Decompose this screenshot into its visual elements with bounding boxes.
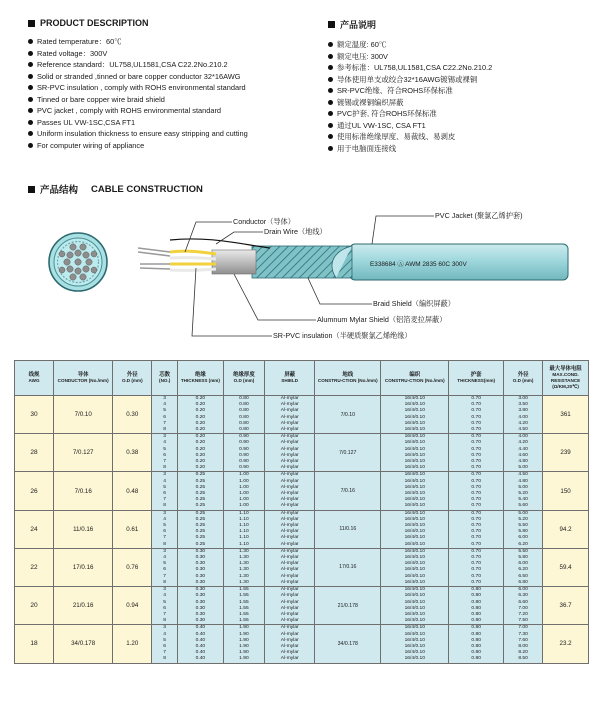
header-cn: 芯数 (159, 372, 171, 378)
list-item (28, 71, 328, 83)
label-mylar-shield: Alumnum Mylar Shield（铝箔麦拉屏蔽） (317, 315, 447, 324)
col-conductor-od (113, 361, 152, 396)
list-item-label: 额定温度: 60℃ (337, 40, 387, 49)
cell-cores: 3 4 5 6 7 8 (152, 396, 178, 434)
list-item-label: 导体使用单支或绞合32*16AWG镀锡或裸铜 (337, 74, 478, 84)
product-description-section (28, 18, 578, 154)
dot-bullet-icon (328, 65, 333, 70)
diagram-svg (20, 200, 585, 350)
list-item-label: Passes UL VW-1SC,CSA FT1 (37, 117, 136, 127)
square-bullet-icon (328, 21, 335, 28)
cell-shield: Al-mylar Al-mylar Al-mylar Al-mylar Al-mylar Al-mylar (265, 587, 315, 625)
list-item (328, 131, 578, 143)
cell-shield: Al-mylar Al-mylar Al-mylar Al-mylar Al-mylar Al-mylar (265, 625, 315, 663)
list-item-label: 镀锡或裸铜编织屏蔽 (337, 97, 404, 107)
cell-braid: 16/4/0.10 16/4/0.10 16/4/0.10 16/4/0.10 16/4/0.10 16/4/0.10 (381, 396, 449, 434)
table-row (15, 472, 589, 510)
list-item-label: Rated voltage：300V (37, 48, 108, 58)
header-en: O.D (mm) (512, 378, 534, 383)
col-insulation-thickness (178, 361, 224, 396)
list-item-label: Reference standard：UL758,UL1581,CSA C22.2No.210.2 (37, 60, 228, 69)
header-cn: 屏蔽 (284, 372, 296, 378)
table-header-row (15, 361, 589, 396)
dot-bullet-icon (28, 108, 33, 113)
list-item-label: PVC jacket , comply with ROHS environmental standard (37, 106, 222, 115)
list-item (28, 117, 328, 129)
cell-braid: 16/4/0.10 16/4/0.10 16/4/0.10 16/4/0.10 16/4/0.10 16/4/0.10 (381, 548, 449, 586)
construction-heading (28, 182, 203, 196)
header-en: SHIELD (281, 378, 299, 383)
cell-braid: 16/4/0.10 16/4/0.10 16/4/0.10 16/4/0.10 16/4/0.10 16/4/0.10 (381, 510, 449, 548)
cell-insulation-thickness: 0.40 0.40 0.40 0.40 0.40 0.40 (178, 625, 224, 663)
cell-resistance: 150 (543, 472, 589, 510)
cell-conductor-od: 0.30 (113, 396, 152, 434)
cell-drain: 7/0.127 (315, 434, 381, 472)
list-item (28, 82, 328, 94)
cell-cores: 3 4 5 6 7 8 (152, 510, 178, 548)
cell-jacket-thickness: 0.70 0.70 0.70 0.70 0.70 0.70 (449, 434, 504, 472)
header-cn: 编织 (409, 372, 421, 378)
cell-resistance: 94.2 (543, 510, 589, 548)
list-item-label: SR-PVC insulation , comply with ROHS environmental standard (37, 83, 246, 92)
cell-conductor: 7/0.127 (54, 434, 113, 472)
cell-drain: 7/0.10 (315, 396, 381, 434)
table-header (15, 361, 589, 396)
cell-insulation-od: 1.00 1.00 1.00 1.00 1.00 1.00 (223, 472, 264, 510)
construction-en-title: CABLE CONSTRUCTION (91, 183, 203, 195)
dot-bullet-icon (28, 131, 33, 136)
table-row (15, 587, 589, 625)
list-item (328, 97, 578, 109)
cell-shield: Al-mylar Al-mylar Al-mylar Al-mylar Al-mylar Al-mylar (265, 434, 315, 472)
header-en: AWG (28, 378, 40, 383)
cell-cores: 3 4 5 6 7 8 (152, 434, 178, 472)
cell-jacket-od: 4.50 4.80 5.00 5.20 5.40 5.60 (504, 472, 543, 510)
list-item-label: 通过UL VW-1SC, CSA FT1 (337, 120, 426, 130)
list-item-label: Rated temperature：60℃ (37, 37, 122, 46)
table-row (15, 510, 589, 548)
dot-bullet-icon (28, 51, 33, 56)
list-item (28, 105, 328, 117)
header-cn: 最大导体电阻 (549, 366, 582, 372)
label-pvc-jacket: PVC Jacket (聚氯乙烯护套) (435, 211, 523, 220)
cell-conductor-od: 1.20 (113, 625, 152, 663)
dot-bullet-icon (28, 39, 33, 44)
list-item (328, 74, 578, 86)
cell-resistance: 239 (543, 434, 589, 472)
header-en: CONSTRU-CTION (No./mm) (317, 378, 378, 383)
dot-bullet-icon (328, 54, 333, 59)
list-item (28, 48, 328, 60)
col-conductor (54, 361, 113, 396)
header-en: MAX.COND. RESISTANCE (Ω/KM,20℃) (550, 372, 581, 389)
col-insulation-od (223, 361, 264, 396)
list-item-label: 参考标准：UL758,UL1581,CSA C22.2No.210.2 (337, 63, 493, 72)
dot-bullet-icon (28, 62, 33, 67)
cell-awg: 28 (15, 434, 54, 472)
col-resistance (543, 361, 589, 396)
cell-jacket-od: 7.00 7.30 7.60 8.00 8.20 8.50 (504, 625, 543, 663)
dot-bullet-icon (328, 77, 333, 82)
header-cn: 护套 (470, 372, 482, 378)
cell-insulation-od: 1.30 1.30 1.30 1.30 1.30 1.30 (223, 548, 264, 586)
label-insulation: SR-PVC insulation（半硬质聚氯乙烯绝缘） (273, 331, 412, 340)
dot-bullet-icon (328, 88, 333, 93)
dot-bullet-icon (328, 42, 333, 47)
dot-bullet-icon (328, 134, 333, 139)
cell-cores: 3 4 5 6 7 8 (152, 548, 178, 586)
cell-awg: 20 (15, 587, 54, 625)
cell-insulation-thickness: 0.30 0.30 0.30 0.30 0.30 0.30 (178, 548, 224, 586)
table-row (15, 625, 589, 663)
list-item-label: For computer wiring of appliance (37, 140, 145, 150)
col-awg (15, 361, 54, 396)
cell-conductor-od: 0.61 (113, 510, 152, 548)
description-cn-title: 产品说明 (340, 20, 377, 30)
cell-jacket-od: 4.00 4.20 4.40 4.60 4.80 5.00 (504, 434, 543, 472)
cell-conductor: 17/0.16 (54, 548, 113, 586)
list-item (28, 128, 328, 140)
cell-jacket-thickness: 0.80 0.80 0.80 0.80 0.80 0.80 (449, 587, 504, 625)
cell-drain: 7/0.16 (315, 472, 381, 510)
header-cn: 外径 (517, 372, 529, 378)
cell-braid: 16/4/0.10 16/4/0.10 16/4/0.10 16/4/0.10 16/4/0.10 16/4/0.10 (381, 434, 449, 472)
header-cn: 地线 (342, 372, 354, 378)
cross-section-view (49, 233, 107, 291)
header-en: O.D (mm) (121, 378, 143, 383)
label-conductor: Conductor（导体） (233, 217, 295, 226)
table-body (15, 396, 589, 664)
cell-jacket-thickness: 0.70 0.70 0.70 0.70 0.70 0.70 (449, 472, 504, 510)
col-braid (381, 361, 449, 396)
list-item-label: 使用标准绝缘厚度、易裁线、易剥皮 (337, 132, 456, 141)
list-item-label: Tinned or bare copper wire braid shield (37, 94, 165, 104)
description-cn-heading (328, 18, 578, 31)
header-en: CONSTRU-CTION (No./mm) (384, 378, 445, 383)
cell-drain: 34/0.178 (315, 625, 381, 663)
cell-conductor: 7/0.16 (54, 472, 113, 510)
header-en: CONDUCTOR (No./mm) (57, 378, 109, 383)
cell-shield: Al-mylar Al-mylar Al-mylar Al-mylar Al-mylar Al-mylar (265, 396, 315, 434)
cell-jacket-od: 6.00 6.30 6.60 7.00 7.20 7.50 (504, 587, 543, 625)
description-en-heading (28, 18, 328, 28)
dot-bullet-icon (328, 123, 333, 128)
cell-conductor: 34/0.178 (54, 625, 113, 663)
cell-drain: 17/0.16 (315, 548, 381, 586)
col-drain (315, 361, 381, 396)
cell-insulation-thickness: 0.20 0.20 0.20 0.20 0.20 0.20 (178, 396, 224, 434)
list-item (28, 94, 328, 106)
description-cn-list (328, 39, 578, 154)
header-cn: 外径 (126, 372, 138, 378)
list-item-label: Uniform insulation thickness to ensure easy stripping and cutting (37, 129, 248, 138)
header-cn: 绝缘 (194, 372, 206, 378)
cell-conductor-od: 0.76 (113, 548, 152, 586)
col-jacket-od (504, 361, 543, 396)
cell-insulation-od: 0.80 0.80 0.80 0.80 0.80 0.80 (223, 396, 264, 434)
header-cn: 线规 (28, 372, 40, 378)
cell-insulation-od: 1.10 1.10 1.10 1.10 1.10 1.10 (223, 510, 264, 548)
dot-bullet-icon (28, 74, 33, 79)
header-en: THICKNESS (mm) (180, 378, 220, 383)
cell-insulation-od: 1.55 1.55 1.55 1.55 1.55 1.55 (223, 587, 264, 625)
list-item (328, 143, 578, 155)
cell-cores: 3 4 5 6 7 8 (152, 472, 178, 510)
cell-jacket-od: 3.00 3.50 3.80 4.00 4.20 4.50 (504, 396, 543, 434)
col-shield (265, 361, 315, 396)
list-item (28, 36, 328, 48)
dot-bullet-icon (328, 146, 333, 151)
cell-insulation-thickness: 0.20 0.20 0.20 0.20 0.20 0.20 (178, 434, 224, 472)
dot-bullet-icon (328, 100, 333, 105)
description-english-column (28, 18, 328, 154)
col-jacket-thickness (449, 361, 504, 396)
list-item-label: PVC护套, 符合ROHS环保标准 (337, 109, 437, 118)
specification-table (14, 360, 589, 664)
cell-jacket-thickness: 0.70 0.70 0.70 0.70 0.70 0.70 (449, 396, 504, 434)
list-item (328, 108, 578, 120)
cell-resistance: 23.2 (543, 625, 589, 663)
cell-conductor: 7/0.10 (54, 396, 113, 434)
cell-braid: 16/4/0.10 16/4/0.10 16/4/0.10 16/4/0.10 16/4/0.10 16/4/0.10 (381, 587, 449, 625)
table-row (15, 548, 589, 586)
cell-conductor-od: 0.94 (113, 587, 152, 625)
description-en-list (28, 36, 328, 151)
cell-jacket-od: 5.00 5.20 5.50 5.80 6.00 6.20 (504, 510, 543, 548)
cell-resistance: 36.7 (543, 587, 589, 625)
cell-awg: 18 (15, 625, 54, 663)
col-cores (152, 361, 178, 396)
cell-awg: 24 (15, 510, 54, 548)
table-row (15, 434, 589, 472)
list-item (328, 51, 578, 63)
header-cn: 导体 (77, 372, 89, 378)
list-item (328, 85, 578, 97)
list-item (328, 39, 578, 51)
cable-print-text: E338684 Ⓐ AWM 2835 60C 300V (370, 261, 467, 268)
list-item-label: 额定电压: 300V (337, 51, 388, 61)
cell-shield: Al-mylar Al-mylar Al-mylar Al-mylar Al-mylar Al-mylar (265, 510, 315, 548)
list-item (28, 140, 328, 152)
cell-conductor-od: 0.38 (113, 434, 152, 472)
cell-insulation-thickness: 0.25 0.25 0.25 0.25 0.25 0.25 (178, 472, 224, 510)
square-bullet-icon (28, 186, 35, 193)
list-item (328, 120, 578, 132)
list-item-label: Solid or stranded ,tinned or bare copper conductor 32*16AWG (37, 71, 241, 81)
cell-jacket-thickness: 0.70 0.70 0.70 0.70 0.70 0.70 (449, 510, 504, 548)
cell-braid: 16/4/0.10 16/4/0.10 16/4/0.10 16/4/0.10 16/4/0.10 16/4/0.10 (381, 625, 449, 663)
cell-conductor: 11/0.16 (54, 510, 113, 548)
header-en: THICKNESS(mm) (457, 378, 496, 383)
list-item-label: 用于电脑面连接线 (337, 143, 397, 153)
description-en-title: PRODUCT DESCRIPTION (40, 18, 149, 28)
cell-cores: 3 4 5 6 7 8 (152, 587, 178, 625)
cell-resistance: 59.4 (543, 548, 589, 586)
header-cn: 绝缘厚度 (233, 372, 255, 378)
cell-insulation-od: 1.90 1.90 1.90 1.90 1.90 1.90 (223, 625, 264, 663)
label-braid-shield: Braid Shield（编织屏蔽） (373, 299, 455, 308)
cell-awg: 22 (15, 548, 54, 586)
cell-jacket-od: 5.50 5.80 6.00 6.20 6.50 6.80 (504, 548, 543, 586)
table-row (15, 396, 589, 434)
list-item (28, 59, 328, 71)
header-en: O.D (mm) (233, 378, 255, 383)
cell-insulation-od: 0.90 0.90 0.90 0.90 0.90 0.90 (223, 434, 264, 472)
cell-cores: 3 4 5 6 7 8 (152, 625, 178, 663)
square-bullet-icon (28, 20, 35, 27)
dot-bullet-icon (28, 143, 33, 148)
dot-bullet-icon (28, 85, 33, 90)
list-item (328, 62, 578, 74)
dot-bullet-icon (28, 97, 33, 102)
cell-shield: Al-mylar Al-mylar Al-mylar Al-mylar Al-mylar Al-mylar (265, 472, 315, 510)
cell-jacket-thickness: 0.80 0.80 0.80 0.80 0.80 0.80 (449, 625, 504, 663)
header-en: (NO.) (159, 378, 171, 383)
label-drain-wire: Drain Wire（地线） (264, 227, 327, 236)
construction-cn-title: 产品结构 (40, 185, 79, 196)
cell-awg: 30 (15, 396, 54, 434)
cell-conductor: 21/0.16 (54, 587, 113, 625)
cell-drain: 21/0.178 (315, 587, 381, 625)
cell-resistance: 361 (543, 396, 589, 434)
cell-insulation-thickness: 0.25 0.25 0.25 0.25 0.25 0.25 (178, 510, 224, 548)
cell-awg: 26 (15, 472, 54, 510)
list-item-label: SR-PVC绝缘、符合ROHS环保标准 (337, 86, 453, 95)
cell-insulation-thickness: 0.30 0.30 0.30 0.30 0.30 0.30 (178, 587, 224, 625)
cell-drain: 11/0.16 (315, 510, 381, 548)
cable-construction-diagram (20, 200, 585, 350)
description-chinese-column (328, 18, 578, 154)
cell-shield: Al-mylar Al-mylar Al-mylar Al-mylar Al-mylar Al-mylar (265, 548, 315, 586)
cell-jacket-thickness: 0.70 0.70 0.70 0.70 0.70 0.70 (449, 548, 504, 586)
cell-conductor-od: 0.48 (113, 472, 152, 510)
cable-cutaway-view (138, 239, 568, 280)
cell-braid: 16/4/0.10 16/4/0.10 16/4/0.10 16/4/0.10 16/4/0.10 16/4/0.10 (381, 472, 449, 510)
dot-bullet-icon (28, 120, 33, 125)
dot-bullet-icon (328, 111, 333, 116)
